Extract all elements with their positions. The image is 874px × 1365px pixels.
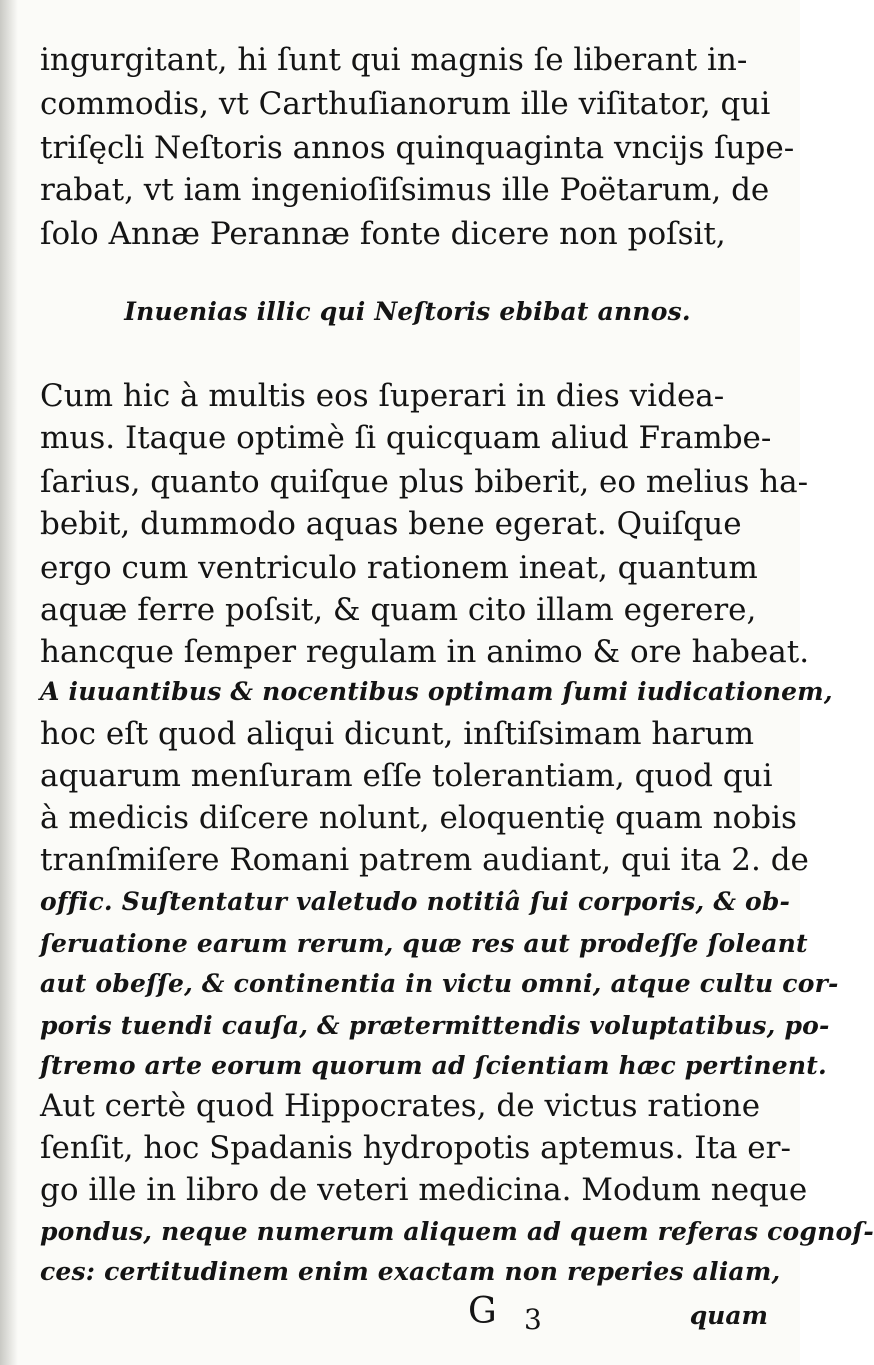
page-number: 3 xyxy=(524,1303,542,1336)
italic-quote-line-4: aut obeſſe, & continentia in victu omni, atque cultu cor- xyxy=(40,969,839,998)
italic-quote-line-8: ces: certitudinem enim exactam non reperies aliam, xyxy=(40,1257,781,1286)
text-line-3: triſęcli Neſtoris annos quinquaginta vncijs ſupe- xyxy=(40,130,795,166)
text-line-2: commodis, vt Carthuſianorum ille viſitator, qui xyxy=(40,86,771,122)
text-line-24: Aut certè quod Hippocrates, de victus ratione xyxy=(40,1088,761,1124)
verse-quotation: Inuenias illic qui Neſtoris ebibat annos. xyxy=(124,297,691,326)
text-line-13: hancque ſemper regulam in animo & ore habeat. xyxy=(40,634,810,670)
text-line-26: go ille in libro de veteri medicina. Modum neque xyxy=(40,1172,808,1208)
text-line-15: hoc eſt quod aliqui dicunt, inſtiſsimam harum xyxy=(40,716,755,752)
italic-quote-line-3: ſeruatione earum rerum, quæ res aut prodeſſe ſoleant xyxy=(40,929,808,958)
signature-mark: G xyxy=(468,1291,497,1332)
italic-quote-line-7: pondus, neque numerum aliquem ad quem referas cognoſ- xyxy=(40,1217,874,1246)
text-line-10: bebit, dummodo aquas bene egerat. Quiſque xyxy=(40,506,742,542)
text-line-1: ingurgitant, hi ſunt qui magnis ſe liberant in- xyxy=(40,42,748,78)
text-line-5: ſolo Annæ Perannæ fonte dicere non poſsit, xyxy=(40,216,726,252)
text-line-17: à medicis diſcere nolunt, eloquentię quam nobis xyxy=(40,800,797,836)
text-line-4: rabat, vt iam ingenioſiſsimus ille Poëtarum, de xyxy=(40,172,770,208)
text-line-8: mus. Itaque optimè ſi quicquam aliud Frambe- xyxy=(40,420,772,456)
text-line-25: ſenſit, hoc Spadanis hydropotis aptemus. Ita er- xyxy=(40,1130,791,1166)
text-line-18: tranſmiſere Romani patrem audiant, qui ita 2. de xyxy=(40,842,809,878)
text-line-16: aquarum menſuram eſſe tolerantiam, quod qui xyxy=(40,758,773,794)
text-line-11: ergo cum ventriculo rationem ineat, quantum xyxy=(40,550,758,586)
catchword: quam xyxy=(689,1301,768,1330)
text-line-9: ſarius, quanto quiſque plus biberit, eo melius ha- xyxy=(40,464,809,500)
italic-quote-line-2: offic. Suſtentatur valetudo notitiâ ſui corporis, & ob- xyxy=(40,887,791,916)
italic-quote-line-5: poris tuendi cauſa, & prætermittendis voluptatibus, po- xyxy=(40,1011,830,1040)
italic-quote-line-1: A iuuantibus & nocentibus optimam ſumi iudicationem, xyxy=(40,677,833,706)
italic-quote-line-6: ſtremo arte eorum quorum ad ſcientiam hæc pertinent. xyxy=(40,1051,827,1080)
text-line-7: Cum hic à multis eos ſuperari in dies videa- xyxy=(40,378,725,414)
text-line-12: aquæ ferre poſsit, & quam cito illam egerere, xyxy=(40,592,757,628)
